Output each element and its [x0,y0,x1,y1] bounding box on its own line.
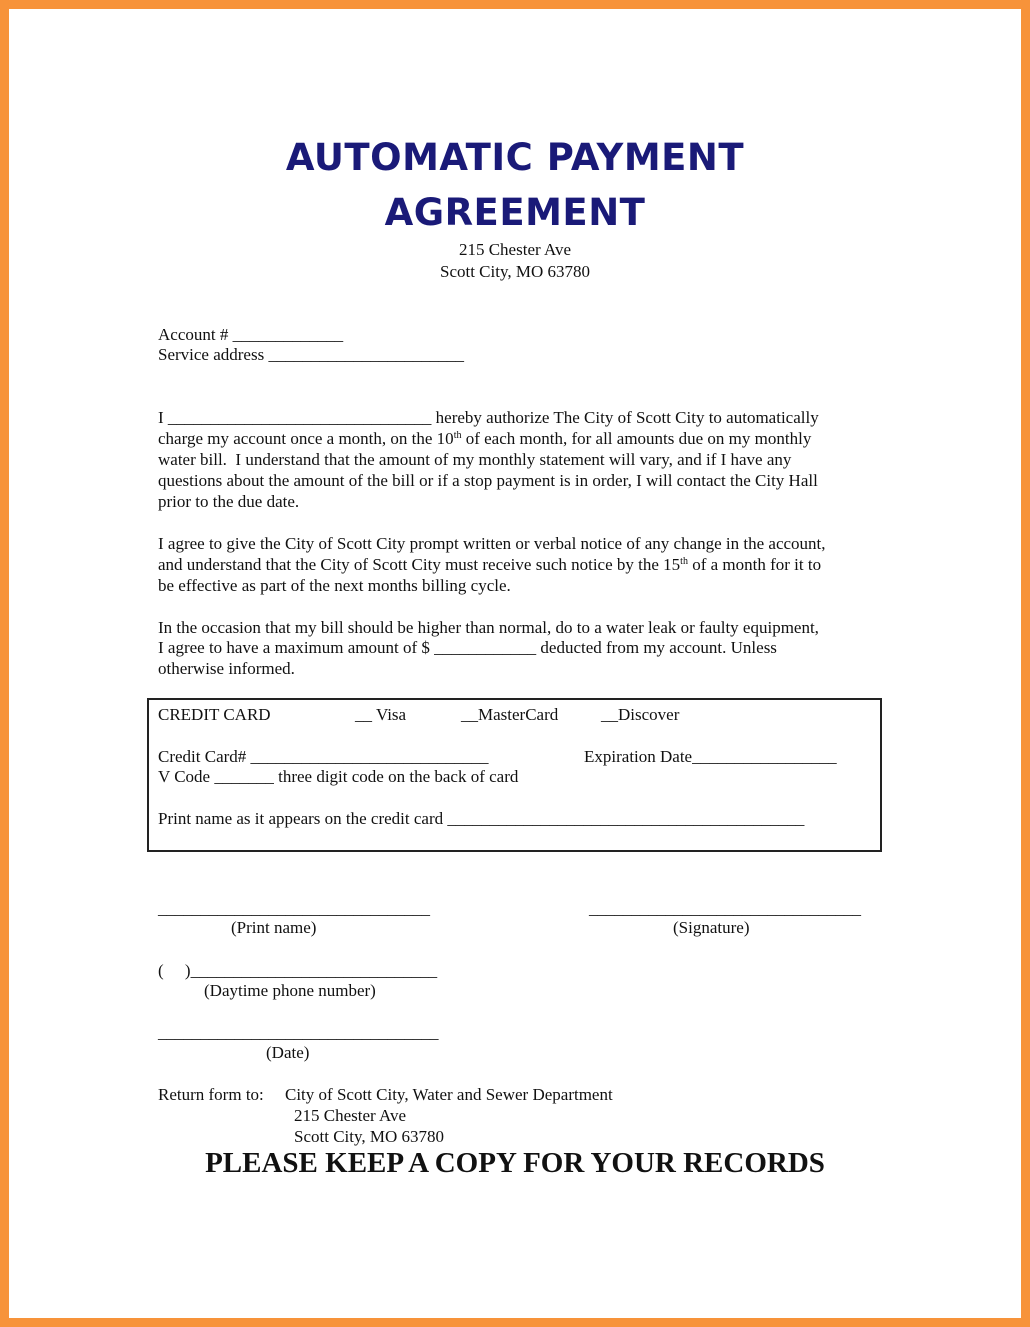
address-city: Scott City, MO 63780 [439,262,591,281]
address-street: 215 Chester Ave [458,240,572,259]
print-name-line[interactable]: ________________________________ [158,899,430,918]
para2-line-1: I agree to give the City of Scott City prompt written or verbal notice of any change in the account, [158,534,826,553]
phone-number-label: (Daytime phone number) [204,981,376,1000]
mastercard-option[interactable]: __MasterCard [461,705,559,724]
credit-card-number-field[interactable]: Credit Card# ____________________________ [158,747,489,766]
phone-number-line[interactable]: ( )_____________________________ [158,961,438,980]
date-label: (Date) [266,1043,310,1062]
title-line-1: AUTOMATIC PAYMENT [285,136,745,179]
signature-line[interactable]: ________________________________ [589,899,861,918]
para1-line-2: charge my account once a month, on the 10th of each month, for all amounts due on my monthly [158,429,812,448]
return-address-line-2: 215 Chester Ave [294,1106,407,1125]
visa-option[interactable]: __ Visa [355,705,407,724]
return-form-label: Return form to: [158,1085,264,1104]
para3-line-1: In the occasion that my bill should be higher than normal, do to a water leak or faulty equipment, [158,618,819,637]
para1-line-5: prior to the due date. [158,492,300,511]
expiration-date-field[interactable]: Expiration Date_________________ [584,747,837,766]
signature-label: (Signature) [673,918,750,937]
para1-line-4: questions about the amount of the bill or if a stop payment is in order, I will contact the City Hall [158,471,818,490]
para2-line-3: be effective as part of the next months billing cycle. [158,576,511,595]
credit-card-label: CREDIT CARD [158,705,271,724]
print-name-label: (Print name) [231,918,317,937]
para2-line-2: and understand that the City of Scott City must receive such notice by the 15th of a month for it to [158,555,822,574]
para1-line-3: water bill. I understand that the amount of my monthly statement will vary, and if I have any [158,450,792,469]
account-number-field[interactable]: Account # _____________ [158,325,344,344]
discover-option[interactable]: __Discover [601,705,680,724]
cardholder-name-field[interactable]: Print name as it appears on the credit card __________________________________________ [158,809,805,828]
maximum-amount-field[interactable]: I agree to have a maximum amount of $ ____________ deducted from my account. Unless [158,638,777,657]
authorization-line[interactable]: I _______________________________ hereby authorize The City of Scott City to automatically [158,408,819,427]
vcode-field[interactable]: V Code _______ three digit code on the back of card [158,767,519,786]
return-address-line-3: Scott City, MO 63780 [294,1127,445,1146]
para3-line-3: otherwise informed. [158,659,295,678]
title-line-2: AGREEMENT [384,191,646,234]
keep-copy-notice: PLEASE KEEP A COPY FOR YOUR RECORDS [205,1147,825,1179]
return-address-line-1: City of Scott City, Water and Sewer Department [285,1085,613,1104]
service-address-field[interactable]: Service address _______________________ [158,345,464,364]
date-line[interactable]: _________________________________ [158,1023,439,1042]
